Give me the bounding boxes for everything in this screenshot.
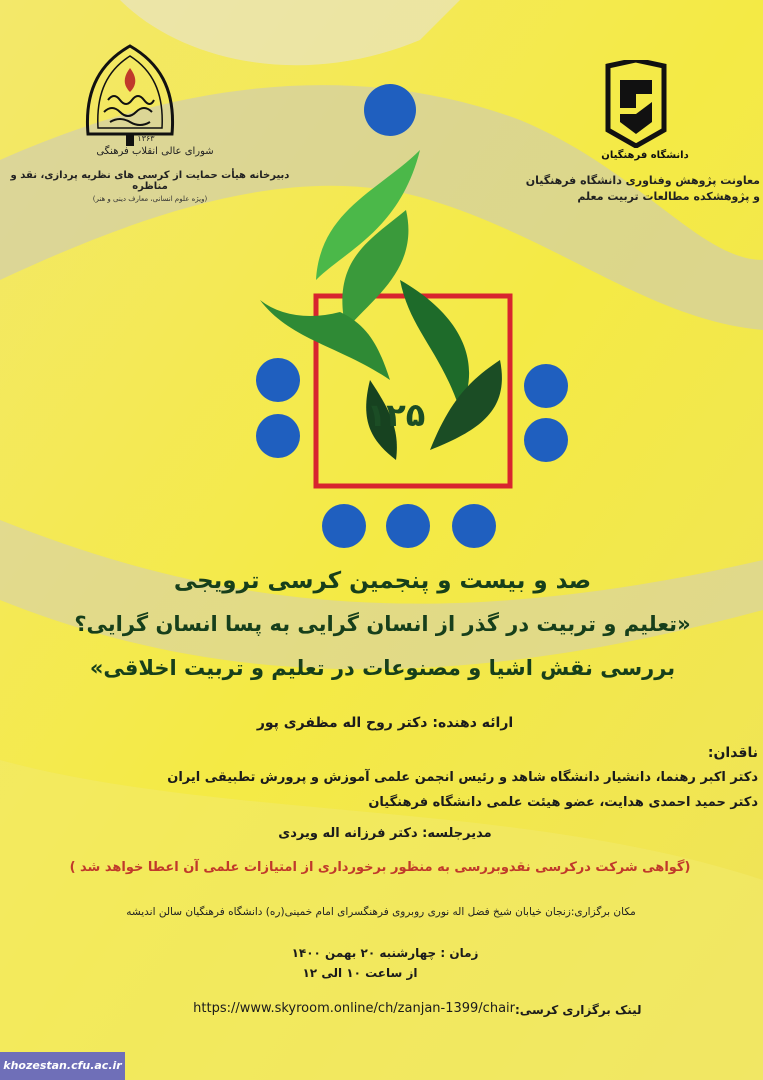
critic-2: دکتر حمید احمدی هدایت، عضو هیئت علمی دانشگاه فرهنگیان — [368, 795, 758, 810]
title-line-2: «تعلیم و تربیت در گذر از انسان گرایی به پسا انسان گرایی؟ — [74, 612, 691, 636]
title-line-3: بررسی نقش اشیا و مصنوعات در تعلیم و تربیت اخلاقی» — [89, 656, 676, 680]
council-org-name: دبیرخانه هیأت حمایت از کرسی های نظریه پردازی، نقد و مناظره — [10, 170, 290, 192]
critic-1: دکتر اکبر رهنما، دانشیار دانشگاه شاهد و رئیس انجمن علمی آموزش و پرورش تطبیقی ایران — [167, 770, 758, 785]
certificate-note: (گواهی شرکت درکرسی نقدوبررسی به منظور برخورداری از امتیازات علمی آن اعطا خواهد شد ) — [69, 860, 691, 875]
emblem-left-dot-1 — [256, 358, 300, 402]
emblem-bottom-dot-3 — [452, 504, 496, 548]
time-line-1: زمان : چهارشنبه ۲۰ بهمن ۱۴۰۰ — [291, 946, 479, 960]
research-deputy-line1: معاونت پژوهش وفناوری دانشگاه فرهنگیان — [525, 174, 760, 187]
emblem-bottom-dot-1 — [322, 504, 366, 548]
venue: مکان برگزاری:زنجان خیابان شیخ فضل اله نوری روبروی فرهنگسرای امام خمینی(ره) دانشگاه فرهنگیان سالن اندیشه — [126, 906, 636, 918]
research-deputy-line2: و پژوهشکده مطالعات تربیت معلم — [577, 190, 760, 203]
link-label: لینک برگزاری کرسی: — [515, 1003, 642, 1017]
presenter: ارائه دهنده: دکتر روح اله مظفری پور — [256, 715, 514, 731]
emblem-leaf-4 — [400, 280, 469, 410]
emblem-left-dot-2 — [256, 414, 300, 458]
time-line-2: از ساعت ۱۰ الی ۱۲ — [302, 966, 418, 980]
university-logo-caption: دانشگاه فرهنگیان — [601, 150, 689, 161]
chair-link[interactable]: https://www.skyroom.online/ch/zanjan-1399/chair — [193, 1001, 515, 1016]
emblem-right-dot-1 — [524, 364, 568, 408]
footer-site-tag: khozestan.cfu.ac.ir — [0, 1052, 125, 1080]
emblem-right-dot-2 — [524, 418, 568, 462]
emblem-125 — [250, 80, 580, 550]
critics-heading: ناقدان: — [707, 745, 758, 761]
emblem-number: ۱۲۵ — [366, 396, 426, 434]
title-line-1: صد و بیست و پنجمین کرسی ترویجی — [173, 568, 592, 594]
emblem-bottom-dot-2 — [386, 504, 430, 548]
farhangian-university-logo-icon — [600, 60, 672, 148]
council-sub-name: (ویژه علوم انسانی، معارف دینی و هنر) — [92, 195, 208, 203]
moderator: مدیرجلسه: دکتر فرزانه اله ویردی — [278, 826, 492, 841]
seal-year: ۱۳۶۳ — [137, 134, 155, 143]
emblem-top-dot — [364, 84, 416, 136]
seal-caption: شورای عالی انقلاب فرهنگی — [96, 146, 214, 157]
